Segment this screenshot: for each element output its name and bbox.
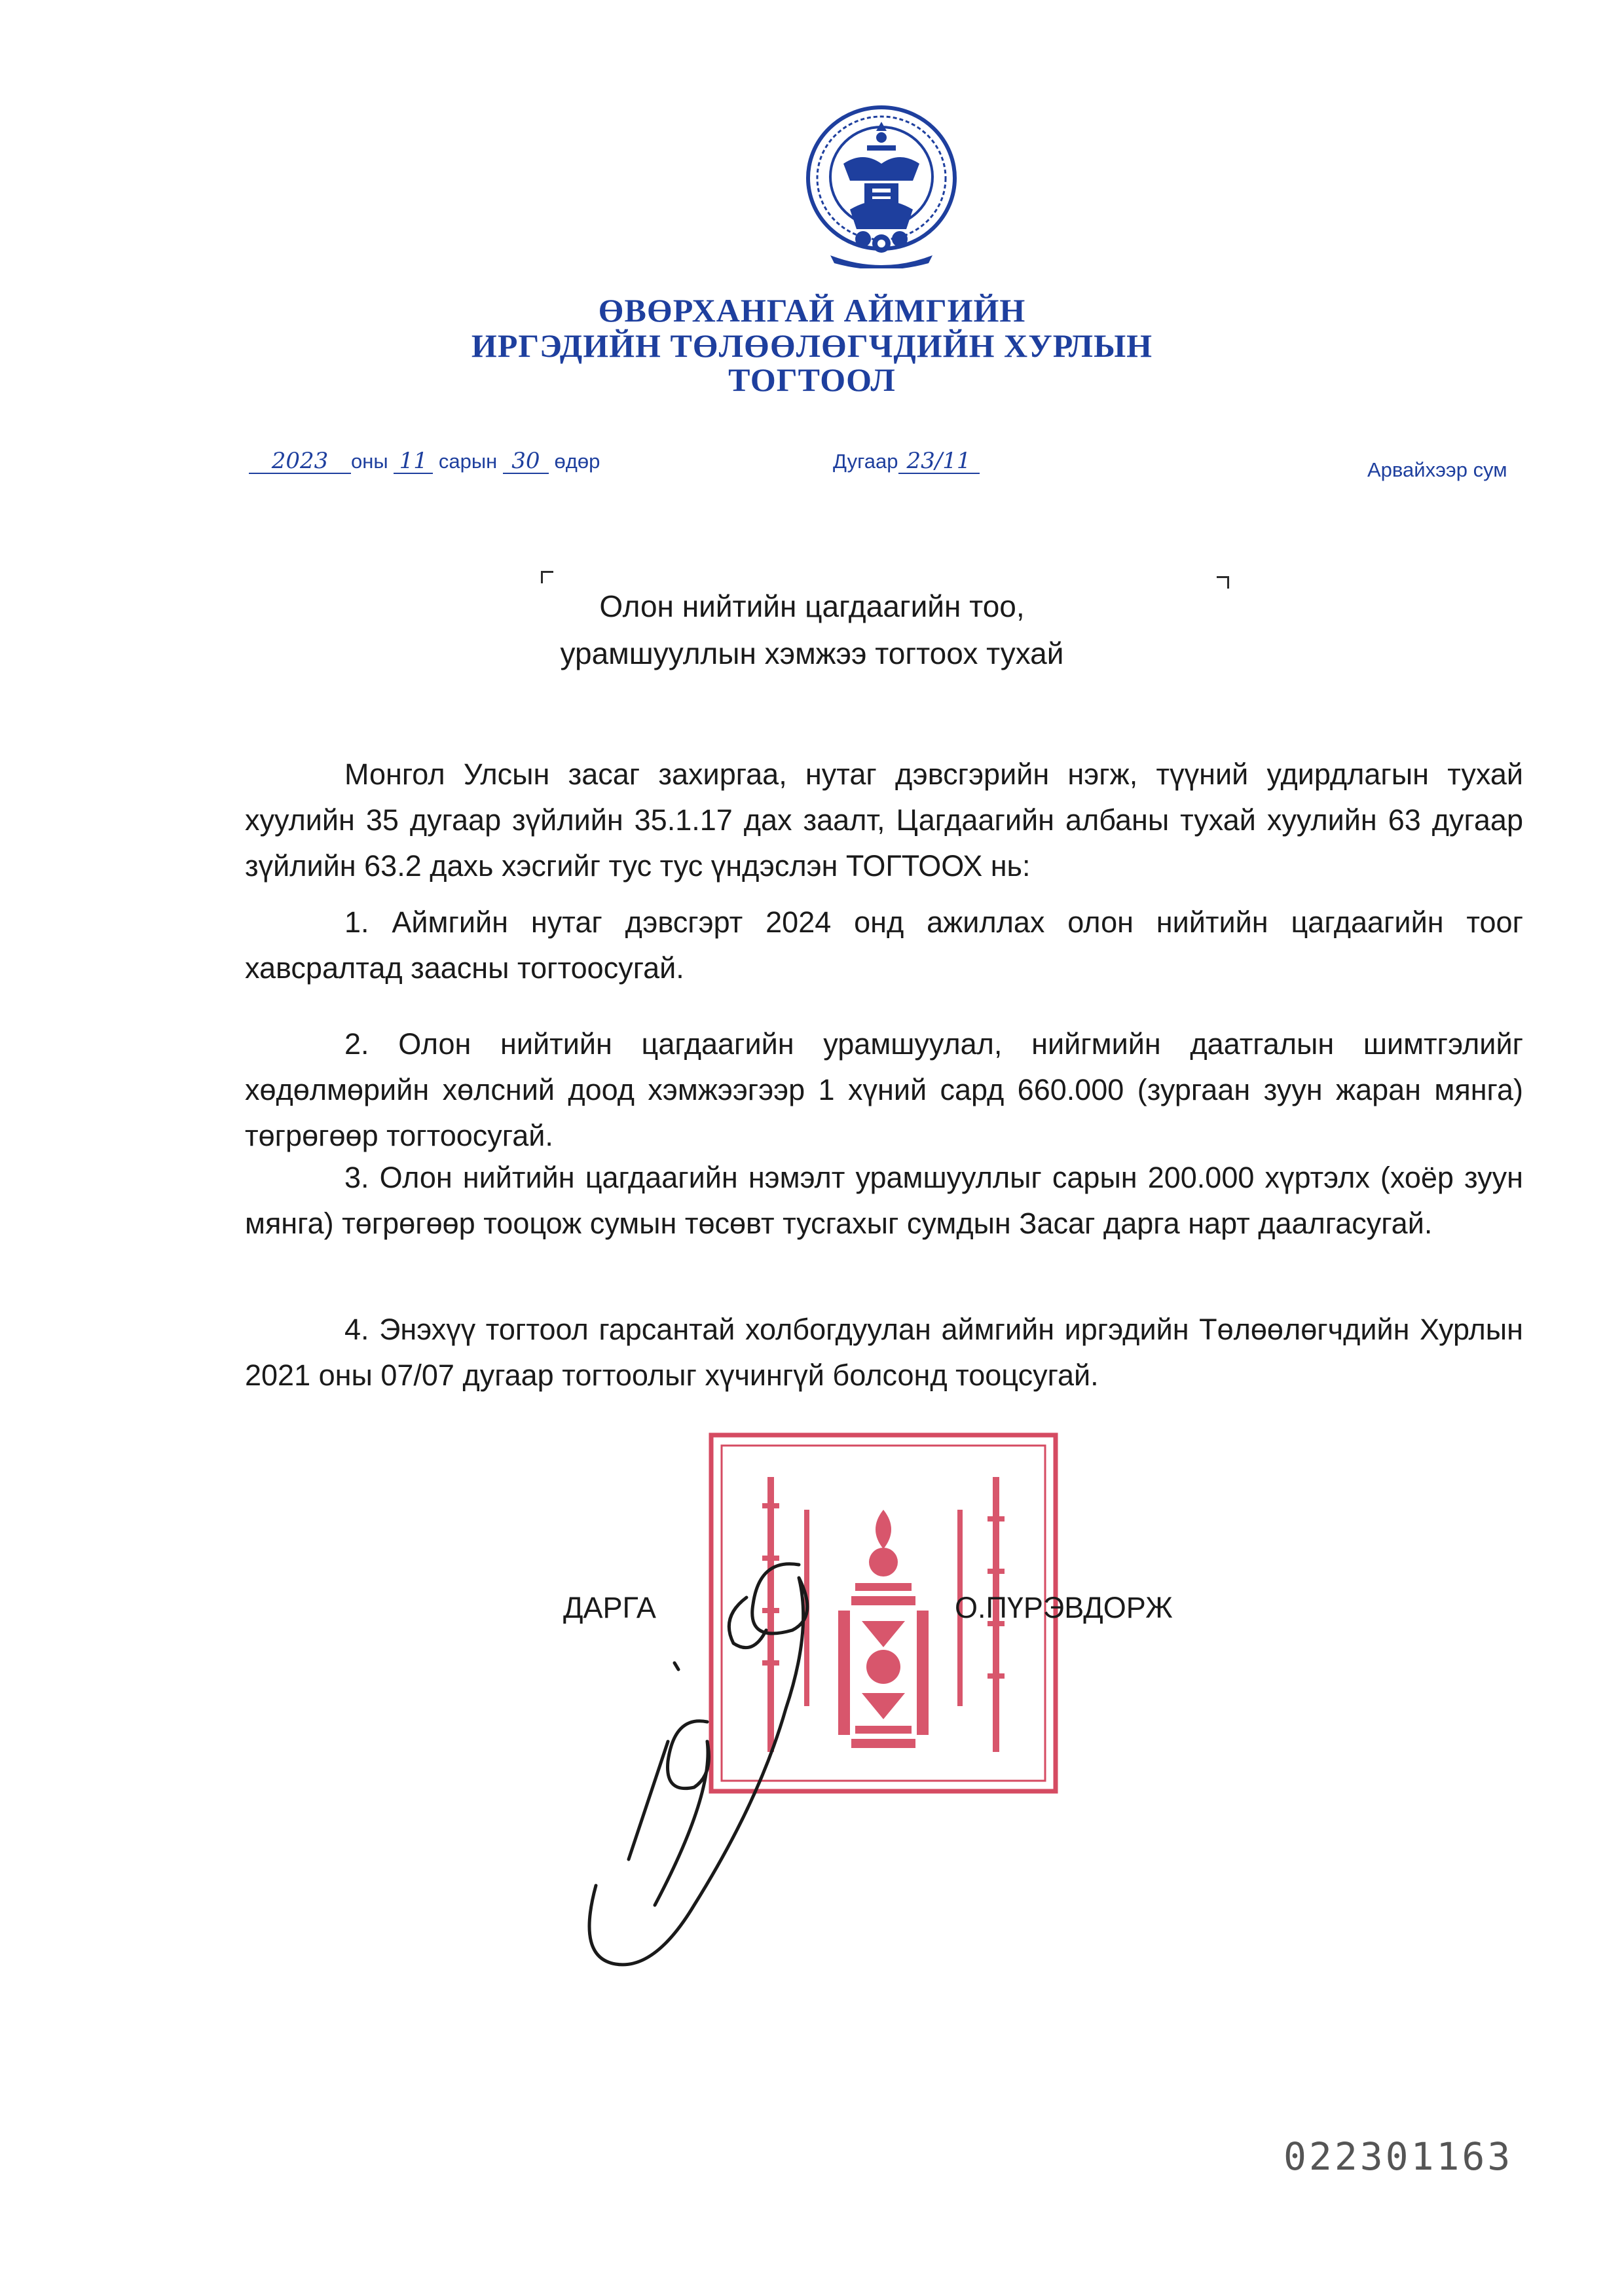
date-day: 30: [503, 449, 549, 474]
signatory-title: ДАРГА: [563, 1591, 656, 1624]
number-value: 23/11: [898, 449, 980, 474]
subject-line2: урамшууллын хэмжээ тогтоох тухай: [560, 636, 1064, 670]
date-month-suffix: сарын: [438, 450, 498, 473]
resolution-item-4: 4. Энэхүү тогтоол гарсантай холбогдуулан аймгийн иргэдийн Төлөөлөгчдийн Хурлын 2021 оны 07/07 дугаар тогтоолыг хүчингүй болсонд тооцсугай.: [245, 1313, 1523, 1392]
document-type: ТОГТООЛ: [728, 361, 896, 398]
date-month: 11: [394, 449, 433, 474]
number-label: Дугаар: [833, 450, 898, 473]
issuer-name-line1: ӨВӨРХАНГАЙ АЙМГИЙН: [598, 292, 1026, 329]
date-day-suffix: өдөр: [554, 450, 600, 473]
issuer-name-line2: ИРГЭДИЙН ТӨЛӨӨЛӨГЧДИЙН ХУРЛЫН: [471, 327, 1153, 364]
subject-bracket-left: [541, 571, 553, 583]
resolution-item-3: 3. Олон нийтийн цагдаагийн нэмэлт урамшууллыг сарын 200.000 хүртэлх (хоёр зуун мянга) төгрөгөөр тооцож сумын төсөвт тусгахыг сумдын Засаг дарга нарт даалгасугай.: [245, 1161, 1523, 1240]
preamble-paragraph: Монгол Улсын засаг захиргаа, нутаг дэвсгэрийн нэгж, түүний удирдлагын тухай хуулийн 35 дугаар зүйлийн 35.1.17 дах заалт, Цагдаагийн албаны тухай хуулийн 63 дугаар зүйлийн 63.2 дахь хэсгийг тус тус үндэслэн ТОГТООХ нь:: [245, 757, 1523, 883]
document-serial-number: 022301163: [1283, 2134, 1513, 2179]
date-year: 2023: [249, 449, 351, 474]
document-number: [833, 449, 980, 474]
location: Арвайхээр сум: [1367, 458, 1507, 481]
date-line: [249, 449, 600, 474]
subject-line1: Олон нийтийн цагдаагийн тоо,: [599, 589, 1025, 623]
signatory-name: О.ПҮРЭВДОРЖ: [955, 1591, 1173, 1624]
state-emblem: [804, 105, 959, 268]
date-year-suffix: оны: [351, 450, 388, 473]
handwritten-signature: [524, 1525, 877, 1997]
resolution-item-2: 2. Олон нийтийн цагдаагийн урамшуулал, нийгмийн даатгалын шимтгэлийг хөдөлмөрийн хөлсний доод хэмжээгээр 1 хүний сард 660.000 (зургаан зуун жаран мянга) төгрөгөөр тогтоосугай.: [245, 1027, 1523, 1152]
resolution-item-1: 1. Аймгийн нутаг дэвсгэрт 2024 онд ажиллах олон нийтийн цагдаагийн тоог хавсралтад заасны тогтоосугай.: [245, 905, 1523, 985]
